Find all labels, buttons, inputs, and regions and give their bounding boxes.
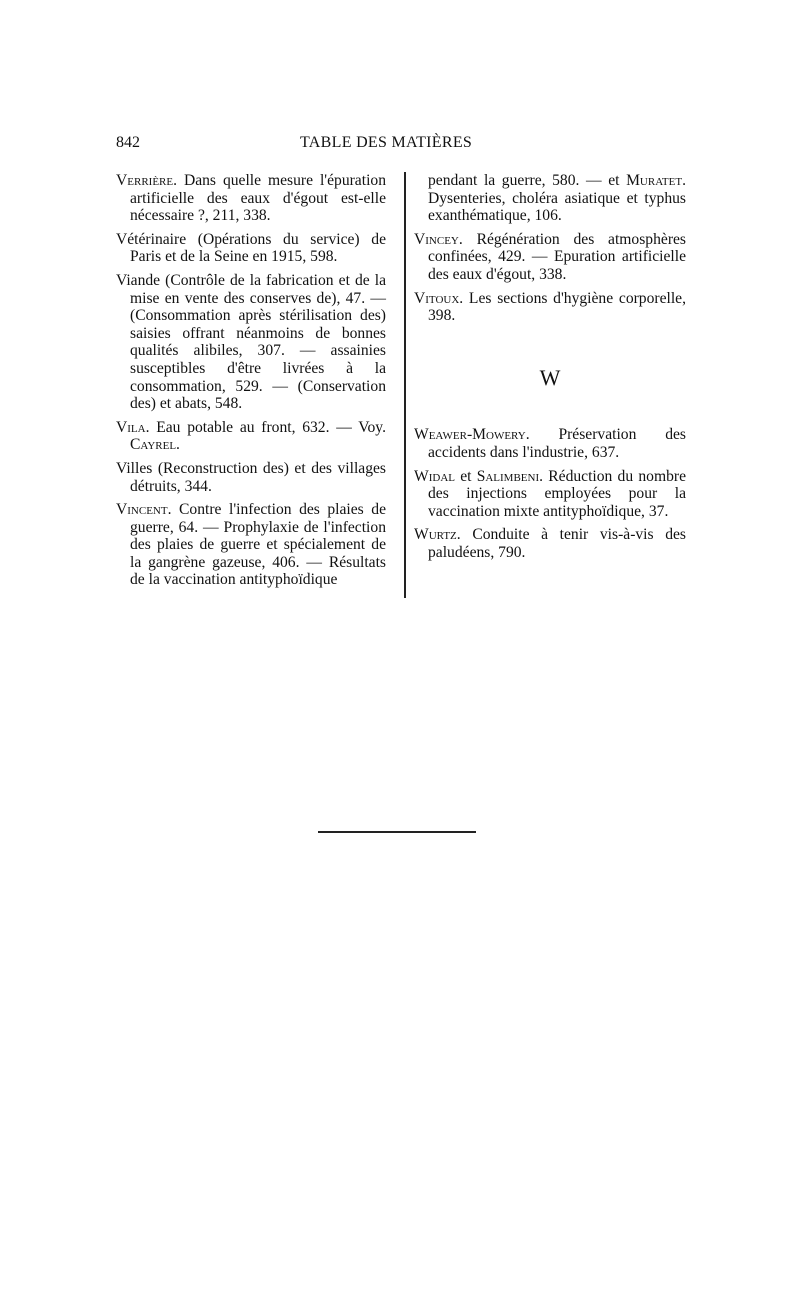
entry-author: Vincey. [414, 230, 463, 248]
right-column [414, 172, 686, 568]
entry-author: Vitoux. [414, 289, 464, 307]
index-entry [116, 231, 386, 266]
end-rule [318, 831, 476, 833]
entry-coauthor: Salimbeni. [476, 467, 544, 485]
entry-text: pendant la guerre, 580. — et [428, 172, 627, 189]
entry-author: Verrière. [116, 172, 177, 189]
entry-author: Widal [414, 467, 455, 485]
left-column [116, 172, 386, 595]
index-entry [116, 272, 386, 413]
index-entry [116, 501, 386, 589]
column-divider [404, 172, 406, 598]
entry-text: Dans quelle mesure l'épuration artificielle des eaux d'égout est-elle nécessaire ?, 211, 338. [130, 172, 386, 225]
entry-text: Viande (Contrôle de la fabrication et de la mise en vente des conserves de), 47. — (Consommation après stérilisation des) saisies offrant néanmoins de bonnes qualités alibiles, 307. — assainies susceptibles d'être livrées à la consommation, 529. — (Conservation des) et abats, 548. [116, 271, 386, 413]
entry-author: Vincent. [116, 501, 172, 519]
entry-reference: Cayrel. [130, 436, 180, 454]
entry-reference: Muratet. [626, 172, 686, 189]
index-entry [116, 460, 386, 495]
entry-author: Weawer-Mowery. [414, 426, 530, 444]
running-title: TABLE DES MATIÈRES [300, 134, 473, 151]
entry-text: Contre l'infection des plaies de guerre, 64. — Prophylaxie de l'infection des plaies de guerre et spécialement de la gangrène gazeuse, 406. — Résultats de la vaccination antityphoïdique [130, 501, 386, 589]
entry-text: Réduction du nombre des injections employées pour la vaccination mixte antityphoïdique, 37. [428, 467, 686, 520]
index-entry [116, 172, 386, 225]
index-entry [414, 290, 686, 325]
index-entry [414, 426, 686, 461]
entry-text: Vétérinaire (Opérations du service) de Paris et de la Seine en 1915, 598. [116, 230, 386, 266]
entry-text: Préservation des accidents dans l'industrie, 637. [428, 426, 686, 461]
index-entry [414, 526, 686, 561]
page-number: 842 [116, 134, 140, 151]
entry-text: Eau potable au front, 632. — Voy. [149, 418, 386, 436]
entry-author: Vila. [116, 418, 150, 436]
index-entry [414, 468, 686, 521]
entry-text: Les sections d'hygiène corporelle, 398. [428, 289, 686, 325]
entry-text: Régénération des atmosphères confinées, 429. — Epuration artificielle des eaux d'égout, 338. [428, 230, 686, 283]
entry-text: Villes (Reconstruction des) et des villages détruits, 344. [116, 459, 386, 495]
entry-author: Wurtz. [414, 526, 461, 544]
entry-text: Dysenteries, choléra asiatique et typhus exanthématique, 106. [428, 189, 686, 225]
index-entry [414, 231, 686, 284]
section-letter: W [539, 364, 561, 390]
index-entry [116, 419, 386, 454]
entry-text: et [455, 467, 477, 485]
continued-entry [414, 172, 686, 225]
entry-text: Conduite à tenir vis-à-vis des paludéens, 790. [428, 526, 686, 561]
